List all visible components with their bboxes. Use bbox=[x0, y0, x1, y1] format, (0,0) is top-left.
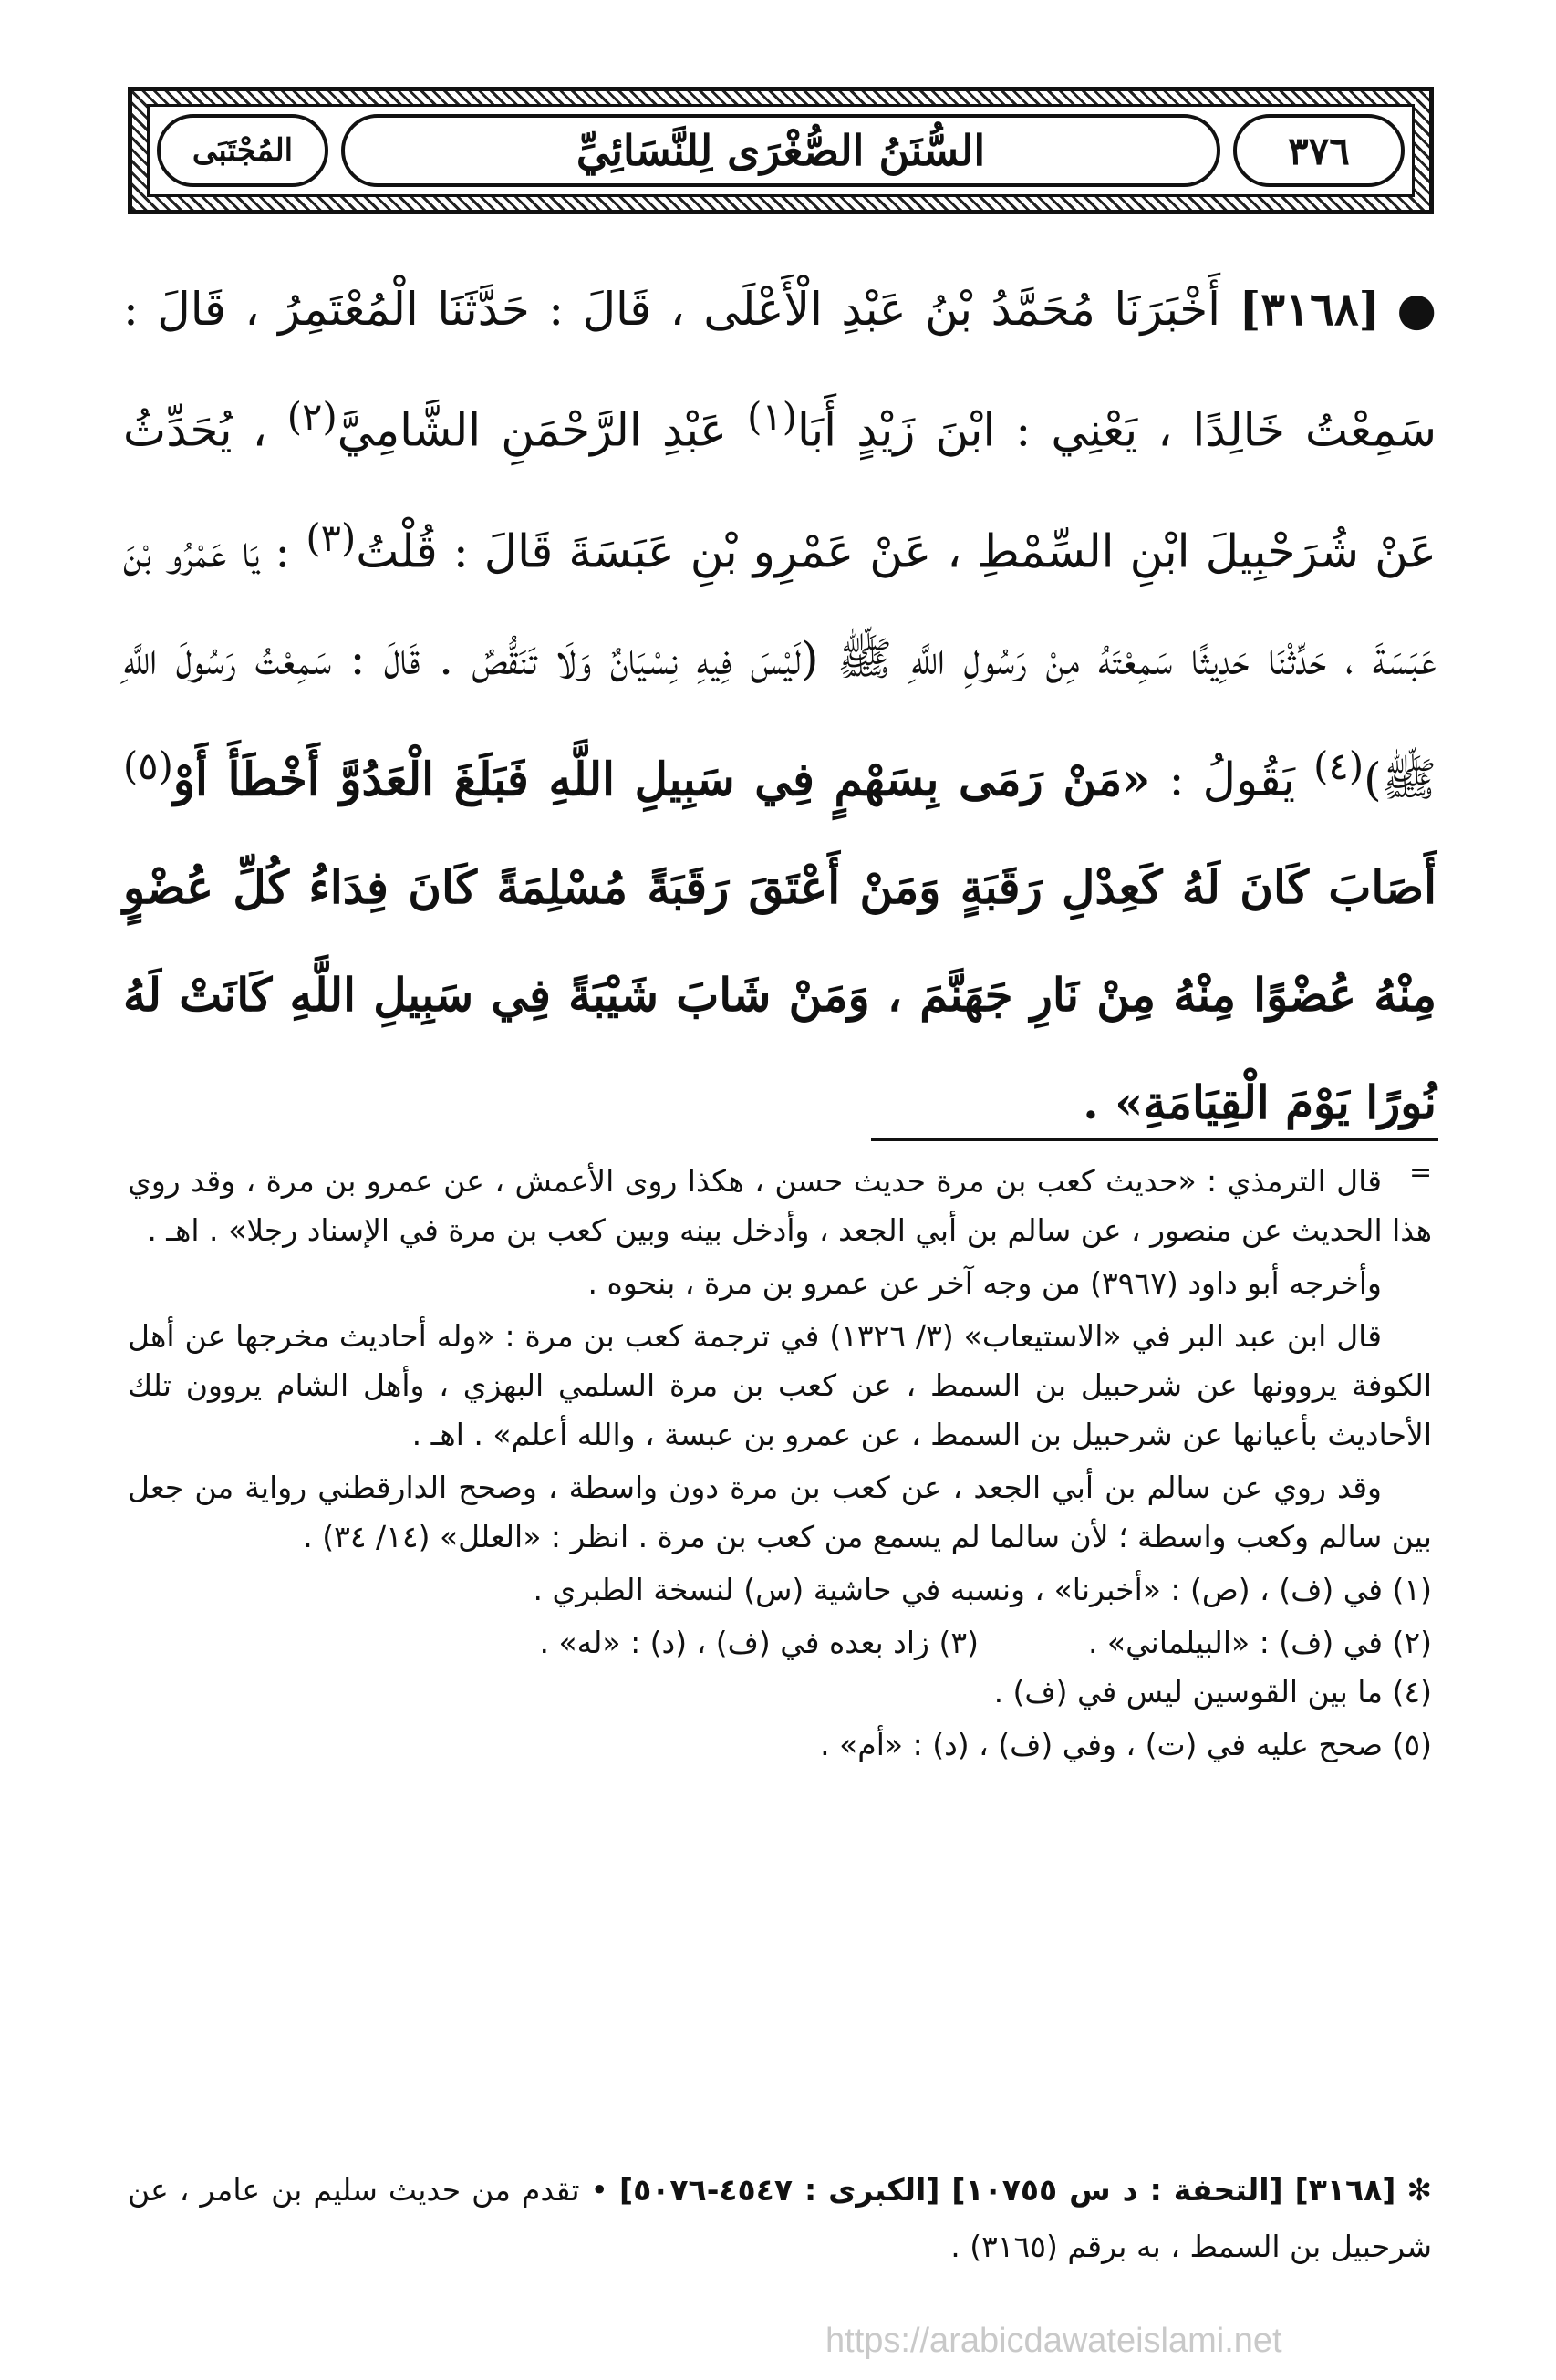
footnote-3: (٣) زاد بعده في (ف) ، (د) : «له» . bbox=[539, 1625, 979, 1660]
header-frame bbox=[147, 104, 1415, 197]
hadith-text bbox=[123, 255, 1437, 1157]
continuation-mark: = bbox=[1409, 1157, 1433, 1189]
footnote-separator bbox=[871, 1138, 1438, 1141]
tuhfa-reference bbox=[128, 2162, 1432, 2275]
tuhfa-text: • تقدم من حديث سليم بن عامر ، عن شرحبيل بن السمط ، به برقم (٣١٦٥) . bbox=[128, 2172, 1432, 2264]
watermark-url: https://arabicdawateislami.net bbox=[825, 2322, 1282, 2360]
footnote-ref-3: (٣) bbox=[306, 514, 357, 560]
isnad-part-4: : يَا عَمْرُو بْنَ عَبَسَةَ ، حَدِّثْنَا حَدِيثًا سَمِعْتَهُ مِنْ رَسُولِ اللَّهِ ﷺ (لَيْسَ فِيهِ نِسْيَانٌ وَلَا تَنَقُّصٌ . قَالَ : سَمِعْتُ رَسُولَ اللَّهِ ﷺ) bbox=[123, 525, 1437, 806]
isnad-part-5: يَقُولُ : bbox=[1168, 753, 1295, 806]
footnotes bbox=[128, 1157, 1432, 1773]
note-tirmidhi: قال الترمذي : «حديث كعب بن مرة حديث حسن ، هكذا روى الأعمش ، عن عمرو بن مرة ، وقد روي هذا الحديث عن منصور ، عن سالم بن أبي الجعد ، وأدخل بينه وبين كعب بن مرة في الإسناد رجلا» . اهـ . bbox=[128, 1163, 1432, 1248]
footnote-5: (٥) صحح عليه في (ت) ، وفي (ف) ، (د) : «أم» . bbox=[820, 1727, 1432, 1762]
tuhfa-ref: [٣١٦٨] [التحفة : د س ١٠٧٥٥] [الكبرى : ٤٥٤٧-٥٠٧٦] bbox=[619, 2172, 1396, 2208]
emblem-cartouche bbox=[157, 114, 328, 187]
matn-part-1: «مَنْ رَمَى بِسَهْمٍ فِي سَبِيلِ اللَّهِ فَبَلَغَ الْعَدُوَّ أَخْطَأَ أَوْ bbox=[172, 752, 1151, 806]
note-abu-dawud: وأخرجه أبو داود (٣٩٦٧) من وجه آخر عن عمرو بن مرة ، بنحوه . bbox=[587, 1265, 1382, 1301]
page-header bbox=[128, 87, 1434, 214]
book-emblem: المُجْتَبَى bbox=[192, 132, 294, 169]
isnad-part-3: ، يُحَدِّثُ عَنْ شُرَحْبِيلَ ابْنِ السِّمْطِ ، عَنْ عَمْرِو بْنِ عَبَسَةَ قَالَ : قُلْتُ bbox=[123, 403, 1437, 578]
footnote-ref-4: (٤) bbox=[1313, 743, 1364, 789]
title-cartouche bbox=[341, 114, 1220, 187]
footnote-2: (٢) في (ف) : «البيلماني» . bbox=[1087, 1625, 1432, 1660]
footnote-ref-1: (١) bbox=[747, 394, 797, 439]
matn-part-2: أَصَابَ كَانَ لَهُ كَعِدْلِ رَقَبَةٍ وَمَنْ أَعْتَقَ رَقَبَةً مُسْلِمَةً كَانَ فِدَاءُ كُلِّ عُضْوٍ مِنْهُ عُضْوًا مِنْهُ مِنْ نَارِ جَهَنَّمَ ، وَمَنْ شَابَ شَيْبَةً فِي سَبِيلِ اللَّهِ كَانَتْ لَهُ نُورًا يَوْمَ الْقِيَامَةِ» . bbox=[123, 859, 1437, 1129]
page-number-cartouche bbox=[1233, 114, 1405, 187]
isnad-part-1: أَخْبَرَنَا مُحَمَّدُ بْنُ عَبْدِ الْأَعْلَى ، قَالَ : حَدَّثَنَا الْمُعْتَمِرُ ، قَالَ : سَمِعْتُ خَالِدًا ، يَعْنِي : ابْنَ زَيْدٍ أَبَا bbox=[123, 283, 1437, 457]
footnote-row-2-3 bbox=[128, 1618, 1432, 1668]
bullet-icon: ● bbox=[1396, 283, 1437, 336]
note-ibn-abd-al-barr: قال ابن عبد البر في «الاستيعاب» (٣/ ١٣٢٦) في ترجمة كعب بن مرة : «وله أحاديث مخرجها عن أهل الكوفة يروونها عن شرحبيل بن السمط ، عن كعب بن مرة السلمي البهزي ، وأهل الشام يروون تلك الأحاديث بأعيانها عن شرحبيل بن السمط ، عن عمرو بن عبسة ، والله أعلم» . اهـ . bbox=[128, 1318, 1432, 1452]
note-daraqutni: وقد روي عن سالم بن أبي الجعد ، عن كعب بن مرة دون واسطة ، وصحح الدارقطني رواية من جعل بين سالم وكعب واسطة ؛ لأن سالما لم يسمع من كعب بن مرة . انظر : «العلل» (١٤/ ٣٤) . bbox=[128, 1470, 1432, 1554]
footnote-ref-5: (٥) bbox=[123, 743, 173, 789]
hadith-number: [٣١٦٨] bbox=[1239, 282, 1381, 336]
page-number: ٣٧٦ bbox=[1288, 128, 1350, 173]
book-title: السُّنَنُ الصُّغْرَى لِلنَّسَائِيِّ bbox=[576, 126, 986, 175]
star-icon: ✻ bbox=[1406, 2172, 1433, 2208]
footnote-4: (٤) ما بين القوسين ليس في (ف) . bbox=[993, 1674, 1432, 1710]
footnote-1: (١) في (ف) ، (ص) : «أخبرنا» ، ونسبه في حاشية (س) لنسخة الطبري . bbox=[533, 1572, 1432, 1607]
isnad-part-2: عَبْدِ الرَّحْمَنِ الشَّامِيَّ bbox=[337, 403, 728, 457]
footnote-ref-2: (٢) bbox=[286, 394, 337, 439]
